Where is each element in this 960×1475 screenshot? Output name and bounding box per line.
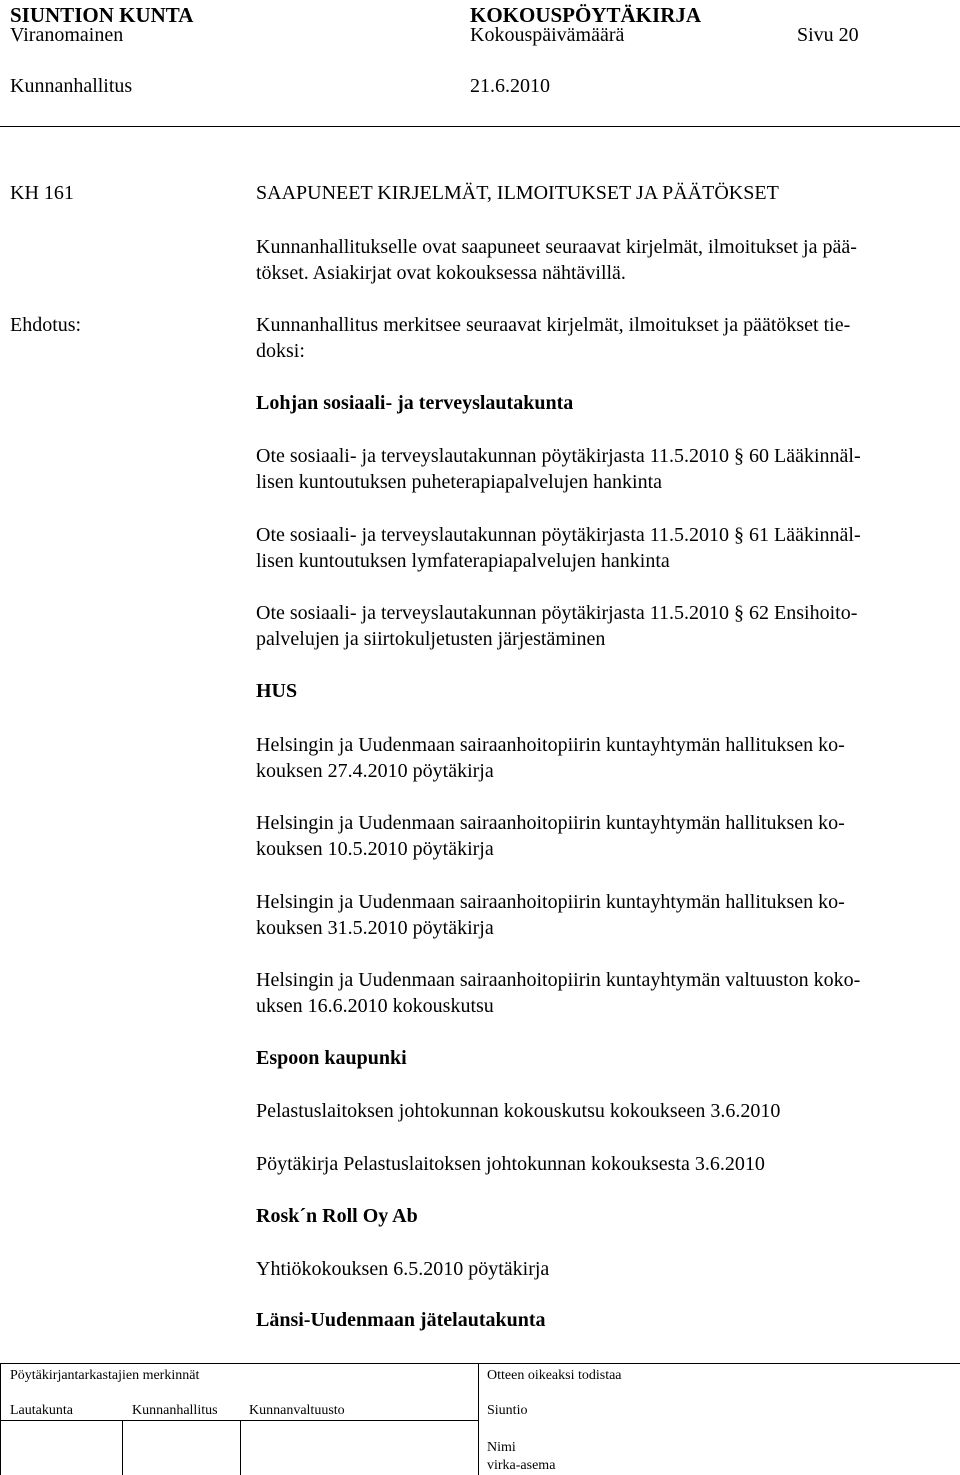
section-heading-lohja: Lohjan sosiaali- ja terveyslautakunta bbox=[256, 392, 574, 414]
footer-cell-divider bbox=[240, 1420, 241, 1475]
list-item: Ote sosiaali- ja terveyslautakunnan pöytäkirjasta 11.5.2010 § 61 Lääkinnäl- lisen kuntoutuksen lymfaterapiapalvelujen hankinta bbox=[256, 524, 861, 572]
document-type: KOKOUSPÖYTÄKIRJA bbox=[470, 3, 702, 27]
page-number: Sivu 20 bbox=[797, 24, 859, 46]
meeting-body: Kunnanhallitus bbox=[10, 75, 133, 97]
footer-position: virka-asema bbox=[487, 1458, 556, 1473]
intro-paragraph: Kunnanhallitukselle ovat saapuneet seuraavat kirjelmät, ilmoitukset ja pää- tökset. Asiakirjat ovat kokouksessa nähtävillä. bbox=[256, 236, 857, 284]
list-item: Pelastuslaitoksen johtokunnan kokouskutsu kokoukseen 3.6.2010 bbox=[256, 1100, 781, 1122]
list-item: Helsingin ja Uudenmaan sairaanhoitopiirin kuntayhtymän valtuuston koko- uksen 16.6.2010 kokouskutsu bbox=[256, 969, 861, 1017]
section-heading-espoo: Espoon kaupunki bbox=[256, 1047, 407, 1069]
footer-divider bbox=[0, 1363, 960, 1364]
footer-cell-divider bbox=[122, 1420, 123, 1475]
date-label: Kokouspäivämäärä bbox=[470, 24, 625, 46]
meeting-date: 21.6.2010 bbox=[470, 75, 550, 97]
author: Viranomainen bbox=[10, 24, 124, 46]
footer-row-line bbox=[0, 1420, 478, 1421]
list-item: Pöytäkirja Pelastuslaitoksen johtokunnan kokouksesta 3.6.2010 bbox=[256, 1153, 765, 1175]
footer-lautakunta: Lautakunta bbox=[10, 1403, 73, 1418]
section-heading-lansi: Länsi-Uudenmaan jätelautakunta bbox=[256, 1309, 546, 1331]
header-divider bbox=[0, 126, 960, 127]
list-item: Ote sosiaali- ja terveyslautakunnan pöytäkirjasta 11.5.2010 § 60 Lääkinnäl- lisen kuntoutuksen puheterapiapalvelujen hankinta bbox=[256, 445, 861, 493]
footer-siuntio: Siuntio bbox=[487, 1403, 528, 1418]
list-item: Ote sosiaali- ja terveyslautakunnan pöytäkirjasta 11.5.2010 § 62 Ensihoito- palvelujen ja siirtokuljetusten järjestäminen bbox=[256, 602, 858, 650]
footer-kunnanvaltuusto: Kunnanvaltuusto bbox=[249, 1403, 345, 1418]
list-item: Helsingin ja Uudenmaan sairaanhoitopiirin kuntayhtymän hallituksen ko- kouksen 31.5.2010 pöytäkirja bbox=[256, 891, 845, 939]
footer-kunnanhallitus: Kunnanhallitus bbox=[132, 1403, 218, 1418]
certified-label: Otteen oikeaksi todistaa bbox=[487, 1368, 622, 1383]
footer-column-divider bbox=[478, 1363, 479, 1475]
section-heading-rosk: Rosk´n Roll Oy Ab bbox=[256, 1205, 418, 1227]
checkers-label: Pöytäkirjantarkastajien merkinnät bbox=[10, 1368, 200, 1383]
footer-border-left bbox=[0, 1363, 1, 1475]
item-number: KH 161 bbox=[10, 182, 74, 204]
proposal-label: Ehdotus: bbox=[10, 314, 82, 336]
footer-name: Nimi bbox=[487, 1440, 516, 1455]
section-heading-hus: HUS bbox=[256, 680, 298, 702]
list-item: Helsingin ja Uudenmaan sairaanhoitopiirin kuntayhtymän hallituksen ko- kouksen 10.5.2010 pöytäkirja bbox=[256, 812, 845, 860]
list-item: Yhtiökokouksen 6.5.2010 pöytäkirja bbox=[256, 1258, 550, 1280]
municipality-name: SIUNTION KUNTA bbox=[10, 3, 194, 27]
proposal-paragraph: Kunnanhallitus merkitsee seuraavat kirjelmät, ilmoitukset ja päätökset tie- doksi: bbox=[256, 314, 851, 362]
item-title: SAAPUNEET KIRJELMÄT, ILMOITUKSET JA PÄÄTÖKSET bbox=[256, 182, 779, 204]
list-item: Helsingin ja Uudenmaan sairaanhoitopiirin kuntayhtymän hallituksen ko- kouksen 27.4.2010 pöytäkirja bbox=[256, 734, 845, 782]
